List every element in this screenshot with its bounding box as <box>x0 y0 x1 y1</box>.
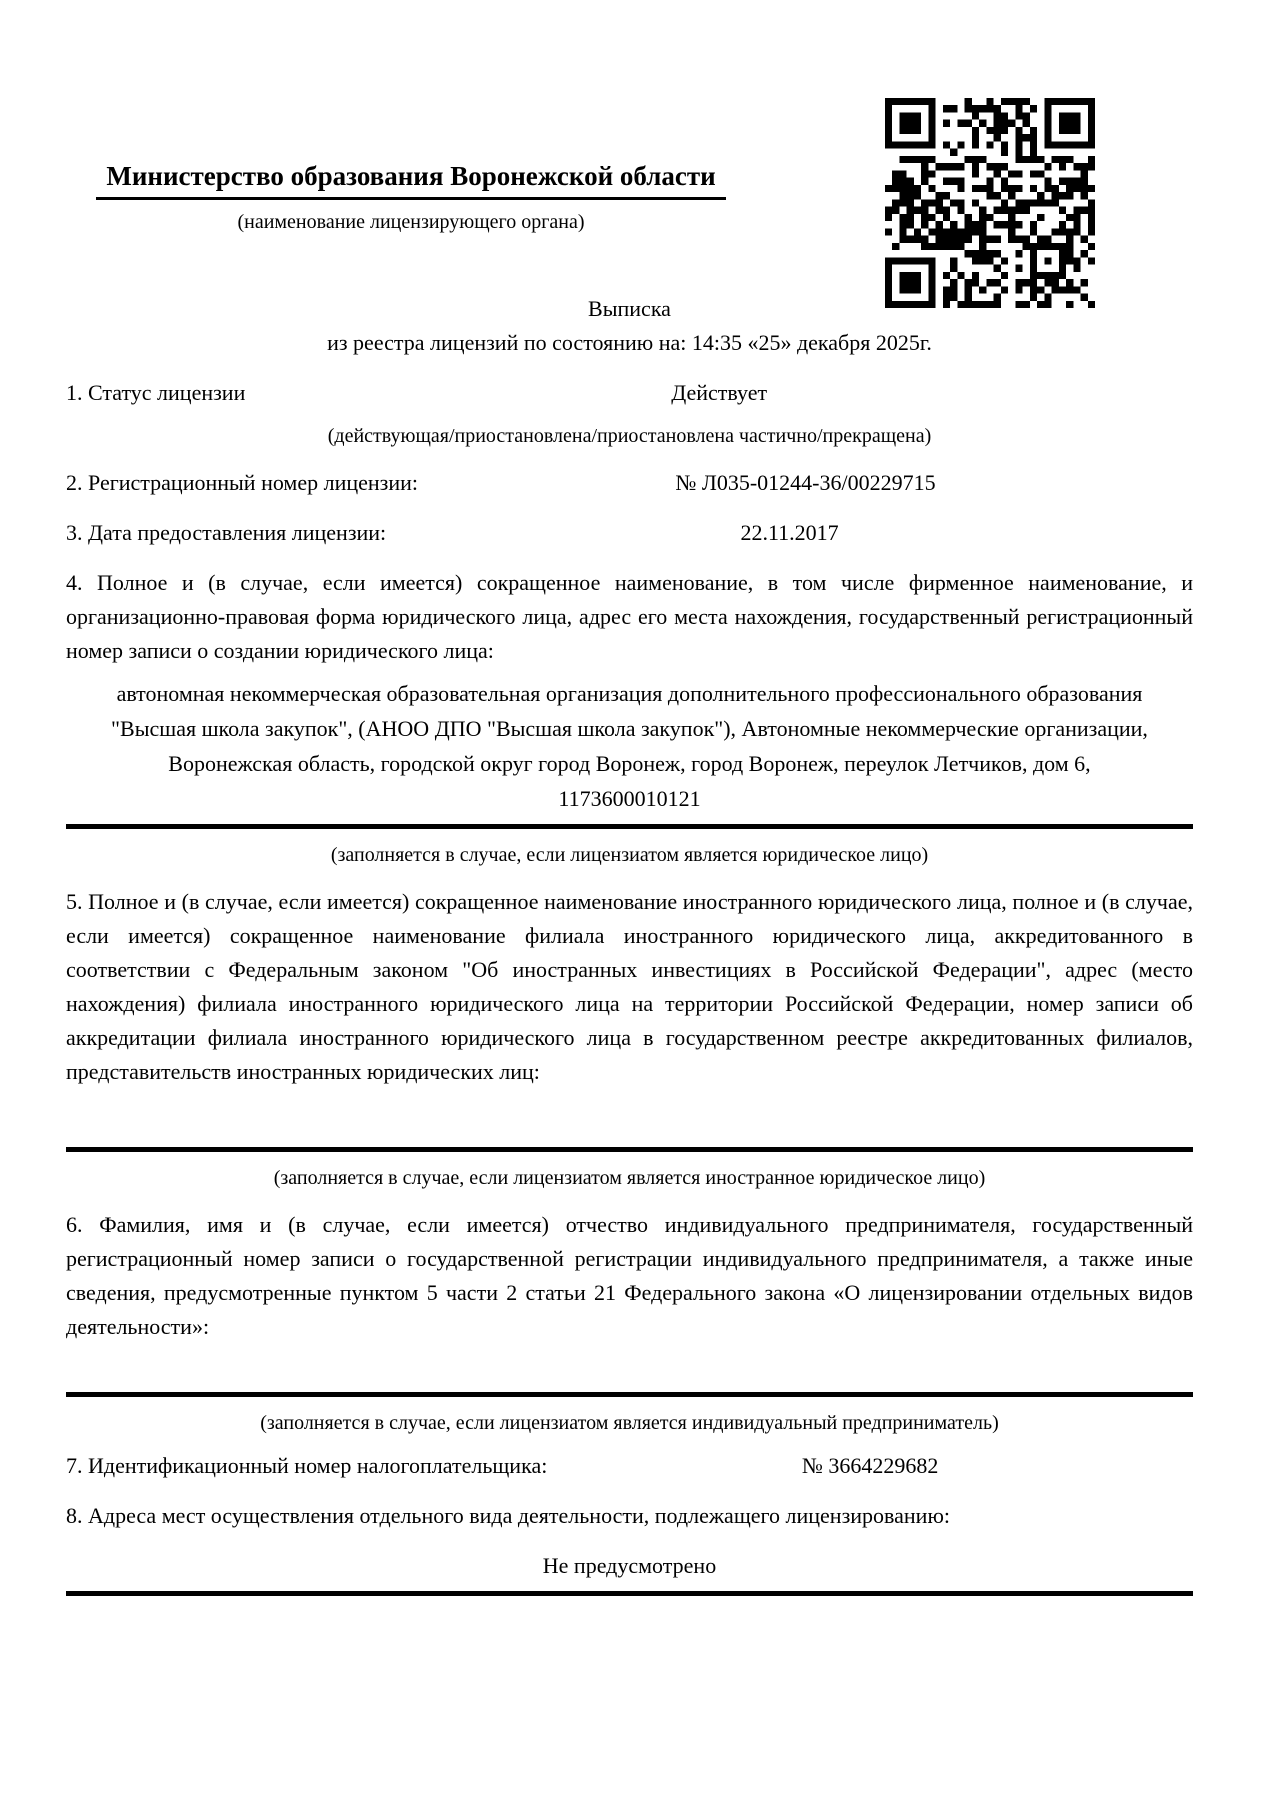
grant-date-label: 3. Дата предоставления лицензии: <box>66 520 387 545</box>
issuer-caption: (наименование лицензирующего органа) <box>237 211 585 233</box>
grant-date-value: 22.11.2017 <box>740 520 839 545</box>
document-subtitle: из реестра лицензий по состоянию на: 14:35 «25» декабря 2025г. <box>327 330 932 355</box>
separator-line <box>66 1591 1193 1596</box>
license-status-options: (действующая/приостановлена/приостановлена частично/прекращена) <box>327 425 932 447</box>
foreign-entity-caption: (заполняется в случае, если лицензиатом является иностранное юридическое лицо) <box>273 1167 986 1189</box>
issuer-block <box>66 158 756 236</box>
field-taxpayer-number <box>66 1449 1193 1483</box>
separator-line <box>66 1147 1193 1152</box>
separator-line <box>66 1392 1193 1397</box>
taxpayer-number-label: 7. Идентификационный номер налогоплательщика: <box>66 1453 548 1478</box>
registration-number-label: 2. Регистрационный номер лицензии: <box>66 470 419 495</box>
legal-entity-caption: (заполняется в случае, если лицензиатом является юридическое лицо) <box>330 844 929 866</box>
separator-line <box>66 824 1193 829</box>
taxpayer-number-value: № 3664229682 <box>801 1453 939 1478</box>
activity-addresses-label: 8. Адреса мест осуществления отдельного вида деятельности, подлежащего лицензированию: <box>66 1503 950 1528</box>
registration-number-value: № Л035-01244-36/00229715 <box>675 470 936 495</box>
field-grant-date <box>66 516 1193 550</box>
document-content <box>66 0 1193 1596</box>
legal-entity-value: автономная некоммерческая образовательная организация дополнительного профессионального образования "Высшая школа закупок", (АНОО ДПО "Высшая школа закупок"), Автономные некоммерческие организации, Воронежская область, городской округ город Воронеж, город Воронеж, переулок Летчиков, дом 6, 1173600010121 <box>111 681 1148 811</box>
individual-entrepreneur-caption: (заполняется в случае, если лицензиатом является индивидуальный предприниматель) <box>260 1412 999 1434</box>
license-status-value: Действует <box>671 380 768 405</box>
document-title: Выписка <box>588 296 671 321</box>
issuer-name: Министерство образования Воронежской области <box>96 158 725 200</box>
license-status-label: 1. Статус лицензии <box>66 380 246 405</box>
activity-addresses-value: Не предусмотрено <box>542 1553 717 1578</box>
individual-entrepreneur-clause: 6. Фамилия, имя и (в случае, если имеется) отчество индивидуального предпринимателя, государственный регистрационный номер записи о государственной регистрации индивидуального предпринимателя, а также иные сведения, предусмотренные пунктом 5 части 2 статьи 21 Федерального закона «О лицензировании отдельных видов деятельности»: <box>66 1212 1193 1339</box>
legal-entity-clause: 4. Полное и (в случае, если имеется) сокращенное наименование, в том числе фирменное наименование, и организационно-правовая форма юридического лица, адрес его места нахождения, государственный регистрационный номер записи о создании юридического лица: <box>66 570 1193 663</box>
foreign-entity-clause: 5. Полное и (в случае, если имеется) сокращенное наименование иностранного юридического лица, полное и (в случае, если имеется) сокращенное наименование филиала иностранного юридического лица, аккредитованного в соответствии с Федеральным законом "Об иностранных инвестициях в Российской Федерации", адрес (место нахождения) филиала иностранного юридического лица на территории Российской Федерации, номер записи об аккредитации филиала иностранного юридического лица в государственном реестре аккредитованных филиалов, представительств иностранных юридических лиц: <box>66 889 1193 1084</box>
field-registration-number <box>66 466 1193 500</box>
field-license-status <box>66 376 1193 410</box>
